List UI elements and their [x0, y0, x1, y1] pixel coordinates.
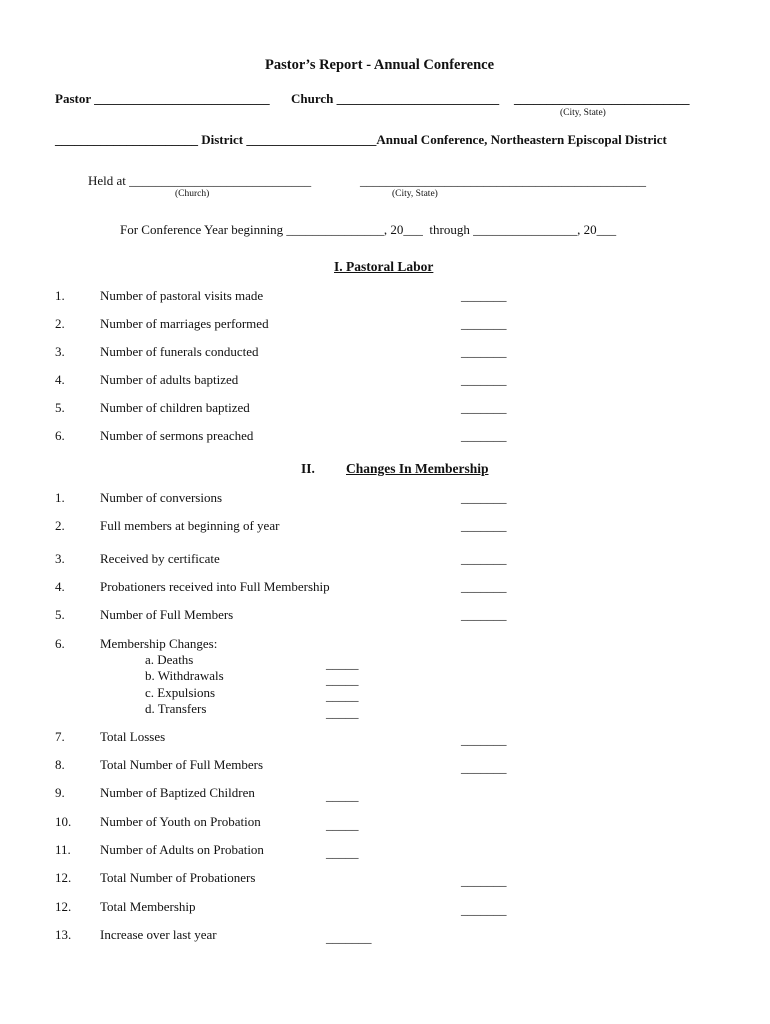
item-blank[interactable]: _______ — [461, 372, 507, 387]
item-blank[interactable]: _______ — [461, 400, 507, 415]
item-number: 1. — [55, 490, 65, 505]
item-label: Number of Baptized Children — [100, 785, 255, 800]
item-number: 11. — [55, 842, 71, 857]
item-number: 7. — [55, 729, 65, 744]
item-number: 5. — [55, 607, 65, 622]
item-number: 6. — [55, 636, 65, 651]
item-label: Number of children baptized — [100, 400, 250, 415]
item-label: Number of conversions — [100, 490, 223, 505]
item-number: 13. — [55, 927, 72, 942]
district-line[interactable]: ______________________ District ____________________Annual Conference, Northeastern Episcopal District — [55, 132, 667, 147]
item-label: Number of Youth on Probation — [100, 814, 261, 829]
item-number: 4. — [55, 579, 65, 594]
item-label: Full members at beginning of year — [100, 518, 280, 533]
item-label: Number of funerals conducted — [100, 344, 259, 359]
item-blank[interactable]: _______ — [461, 873, 507, 888]
held-church-label: (Church) — [175, 189, 210, 199]
item-label: Total Membership — [100, 899, 196, 914]
item-number: 3. — [55, 344, 65, 359]
item-blank[interactable]: _______ — [461, 579, 507, 594]
held-city-field[interactable]: ____________________________________________ — [360, 173, 646, 188]
subitem-blank[interactable]: _____ — [326, 656, 359, 671]
held-at-field[interactable]: Held at ____________________________ — [88, 173, 312, 188]
church-city-label: (City, State) — [560, 108, 606, 118]
item-blank[interactable]: _______ — [461, 732, 507, 747]
item-number: 9. — [55, 785, 65, 800]
subitem-label: d. Transfers — [145, 701, 207, 716]
item-number: 3. — [55, 551, 65, 566]
item-number: 5. — [55, 400, 65, 415]
church-city-field[interactable]: ___________________________ — [514, 91, 690, 106]
subitem-blank[interactable]: _____ — [326, 672, 359, 687]
church-field[interactable]: Church _________________________ — [291, 91, 500, 106]
subitem-blank[interactable]: _____ — [326, 688, 359, 703]
item-blank[interactable]: _______ — [461, 344, 507, 359]
item-label: Number of adults baptized — [100, 372, 239, 387]
subitem-label: c. Expulsions — [145, 685, 216, 700]
section-2-heading: Changes In Membership — [346, 461, 489, 476]
item-blank[interactable]: _______ — [461, 518, 507, 533]
item-blank[interactable]: _____ — [326, 817, 359, 832]
item-number: 4. — [55, 372, 65, 387]
item-number: 2. — [55, 316, 65, 331]
section-1-heading: I. Pastoral Labor — [334, 259, 434, 274]
item-label: Number of Adults on Probation — [100, 842, 264, 857]
item-label: Received by certificate — [100, 551, 220, 566]
item-blank[interactable]: _______ — [461, 902, 507, 917]
subitem-label: a. Deaths — [145, 652, 194, 667]
item-label: Number of sermons preached — [100, 428, 254, 443]
item-label: Number of pastoral visits made — [100, 288, 264, 303]
item-blank[interactable]: _______ — [461, 551, 507, 566]
membership-changes-label: Membership Changes: — [100, 636, 218, 651]
item-blank[interactable]: _______ — [461, 760, 507, 775]
item-label: Total Number of Probationers — [100, 870, 256, 885]
item-number: 1. — [55, 288, 65, 303]
item-label: Number of Full Members — [100, 607, 234, 622]
item-blank[interactable]: _______ — [461, 490, 507, 505]
item-label: Probationers received into Full Membership — [100, 579, 330, 594]
item-label: Increase over last year — [100, 927, 217, 942]
item-blank[interactable]: _____ — [326, 845, 359, 860]
held-city-label: (City, State) — [392, 189, 438, 199]
item-blank[interactable]: _______ — [326, 930, 372, 945]
item-number: 12. — [55, 870, 72, 885]
item-label: Total Losses — [100, 729, 166, 744]
item-number: 8. — [55, 757, 65, 772]
item-number: 10. — [55, 814, 72, 829]
page-title: Pastor’s Report - Annual Conference — [265, 57, 495, 73]
item-blank[interactable]: _______ — [461, 607, 507, 622]
subitem-label: b. Withdrawals — [145, 668, 224, 683]
item-blank[interactable]: _______ — [461, 316, 507, 331]
item-blank[interactable]: _____ — [326, 788, 359, 803]
item-blank[interactable]: _______ — [461, 428, 507, 443]
item-number: 2. — [55, 518, 65, 533]
item-label: Number of marriages performed — [100, 316, 269, 331]
section-2-numeral: II. — [301, 461, 315, 476]
pastor-field[interactable]: Pastor ___________________________ — [55, 91, 270, 106]
subitem-blank[interactable]: _____ — [326, 705, 359, 720]
item-label: Total Number of Full Members — [100, 757, 264, 772]
item-blank[interactable]: _______ — [461, 288, 507, 303]
item-number: 6. — [55, 428, 65, 443]
conference-year-line[interactable]: For Conference Year beginning _______________, 20___ through ________________, 20___ — [120, 222, 617, 237]
item-number: 12. — [55, 899, 72, 914]
